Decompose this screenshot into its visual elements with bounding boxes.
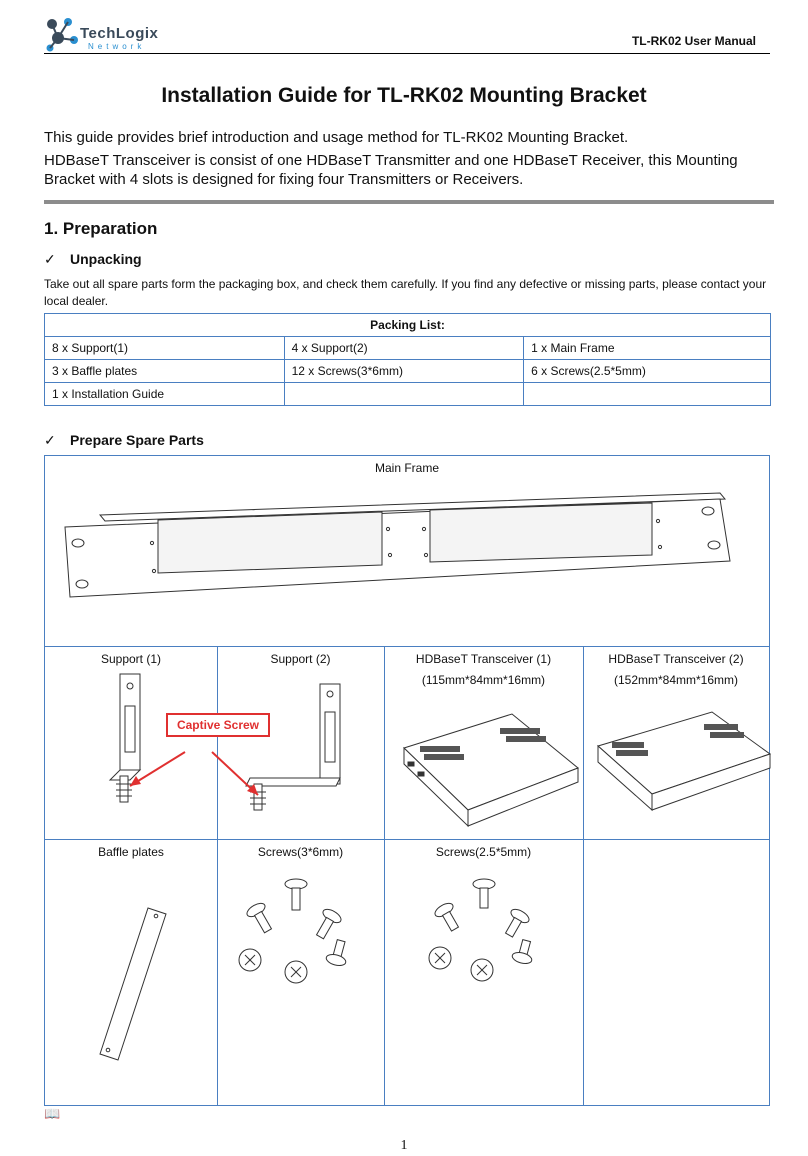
checkmark-icon: ✓ xyxy=(44,432,56,448)
page-number: 1 xyxy=(400,1138,408,1153)
baffle-label: Baffle plates xyxy=(98,845,164,859)
section-heading-preparation: 1. Preparation xyxy=(44,219,158,238)
table-cell: 8 x Support(1) xyxy=(45,337,285,360)
screws-3x6-illustration xyxy=(232,870,362,990)
main-frame-label: Main Frame xyxy=(374,461,439,475)
intro-paragraph-1: This guide provides brief introduction and usage method for TL-RK02 Mounting Bracket. xyxy=(44,129,629,146)
spare-parts-label: Prepare Spare Parts xyxy=(70,432,204,448)
table-cell: 4 x Support(2) xyxy=(284,337,524,360)
intro-paragraph-2: HDBaseT Transceiver is consist of one HDBaseT Transmitter and one HDBaseT Receiver, this Mounting Bracket with 4 slots is designed for fixing four Transmitters or Receivers. xyxy=(44,152,738,188)
transceiver-1-illustration xyxy=(396,710,586,835)
unpacking-label: Unpacking xyxy=(70,251,142,267)
checkmark-icon: ✓ xyxy=(44,251,56,267)
transceiver-2-illustration xyxy=(592,710,772,820)
book-icon: 📖 xyxy=(44,1106,61,1121)
table-cell: 12 x Screws(3*6mm) xyxy=(284,360,524,383)
unpacking-text: Take out all spare parts form the packaging box, and check them carefully. If you find any defective or missing parts, please contact your local dealer. xyxy=(44,277,767,308)
document-title: Installation Guide for TL-RK02 Mounting Bracket xyxy=(161,84,647,107)
table-cell: 3 x Baffle plates xyxy=(45,360,285,383)
manual-title: TL-RK02 User Manual xyxy=(631,34,756,48)
table-cell: 1 x Installation Guide xyxy=(45,383,285,406)
transceiver-2-size: (152mm*84mm*16mm) xyxy=(613,673,739,687)
screws-a-label: Screws(3*6mm) xyxy=(257,845,344,859)
transceiver-2-name: HDBaseT Transceiver (2) xyxy=(608,652,744,666)
baffle-plate-illustration xyxy=(90,900,180,1065)
logo-subtext: Network xyxy=(88,42,146,51)
support-2-label: Support (2) xyxy=(270,652,331,666)
transceiver-1-name: HDBaseT Transceiver (1) xyxy=(415,652,552,666)
logo-text: TechLogix xyxy=(80,25,159,42)
captive-screw-callout: Captive Screw xyxy=(166,713,270,737)
screws-b-label: Screws(2.5*5mm) xyxy=(435,845,532,859)
table-cell: 6 x Screws(2.5*5mm) xyxy=(524,360,771,383)
support-1-label: Support (1) xyxy=(100,652,162,666)
packing-list-header: Packing List: xyxy=(45,314,771,337)
table-cell: 1 x Main Frame xyxy=(524,337,771,360)
screws-2-5x5-illustration xyxy=(422,870,552,990)
transceiver-1-size: (115mm*84mm*16mm) xyxy=(421,673,546,687)
